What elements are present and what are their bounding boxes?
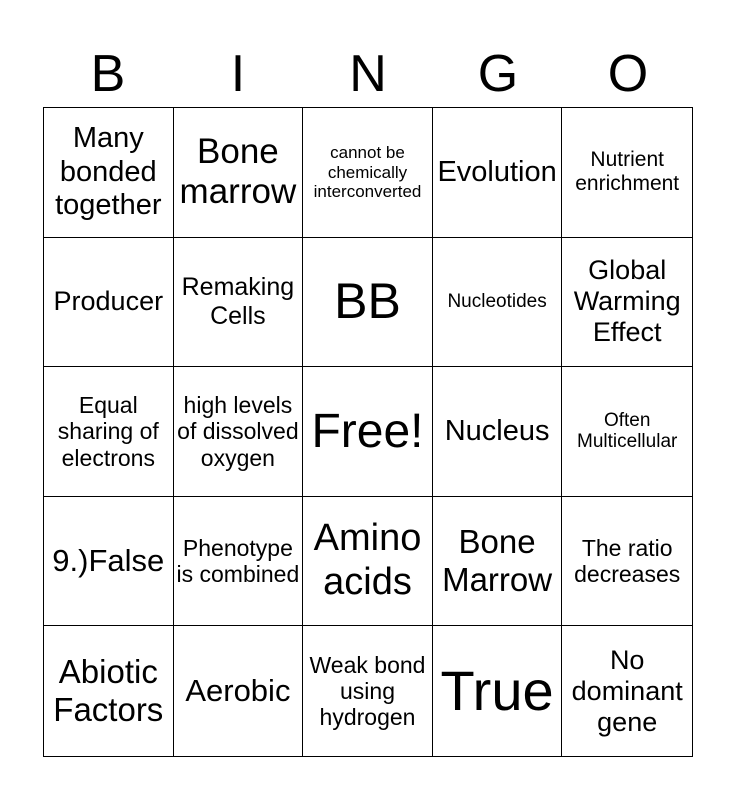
bingo-cell[interactable]	[562, 497, 692, 627]
bingo-cell[interactable]	[44, 626, 174, 756]
free-space-cell[interactable]	[303, 367, 433, 497]
bingo-cell[interactable]	[303, 238, 433, 368]
cell-text: Bone marrow	[179, 132, 297, 212]
cell-text: Many bonded together	[55, 122, 162, 221]
cell-text: True	[440, 659, 554, 722]
header-letter-g: G	[477, 45, 519, 103]
cell-text: Producer	[53, 286, 164, 317]
bingo-cell[interactable]	[433, 367, 563, 497]
cell-text: Weak bond using hydrogen	[309, 651, 426, 731]
header-letter-o: O	[607, 45, 649, 103]
bingo-cell[interactable]	[562, 238, 692, 368]
cell-text: cannot be chemically interconverted	[313, 142, 422, 202]
bingo-cell[interactable]	[44, 108, 174, 238]
cell-text: Nutrient enrichment	[575, 148, 680, 196]
header-letter-n: N	[349, 45, 387, 103]
cell-text: No dominant gene	[571, 644, 683, 737]
cell-text: Equal sharing of electrons	[57, 391, 159, 471]
cell-text: Evolution	[437, 155, 557, 188]
cell-text: Abiotic Factors	[53, 653, 164, 729]
free-space-text: Free!	[311, 404, 424, 458]
bingo-cell[interactable]	[174, 626, 304, 756]
bingo-cell[interactable]	[303, 108, 433, 238]
bingo-cell[interactable]	[433, 238, 563, 368]
bingo-cell[interactable]	[303, 626, 433, 756]
bingo-cell[interactable]	[433, 108, 563, 238]
cell-text: Often Multicellular	[577, 409, 678, 453]
bingo-cell[interactable]	[174, 497, 304, 627]
bingo-header	[43, 40, 693, 108]
bingo-cell[interactable]	[562, 108, 692, 238]
bingo-cell[interactable]	[44, 238, 174, 368]
bingo-cell[interactable]	[433, 497, 563, 627]
header-letter-i: I	[230, 45, 246, 103]
bingo-cell[interactable]	[174, 367, 304, 497]
cell-text: Global Warming Effect	[573, 255, 681, 348]
cell-text: Amino acids	[313, 517, 422, 604]
cell-text: BB	[334, 273, 401, 330]
cell-text: 9.)False	[52, 543, 165, 579]
cell-text: Aerobic	[185, 673, 291, 709]
bingo-grid	[43, 107, 693, 757]
cell-text: Nucleotides	[447, 290, 547, 312]
cell-text: Remaking Cells	[181, 273, 295, 330]
bingo-cell[interactable]	[174, 108, 304, 238]
cell-text: Bone Marrow	[442, 523, 553, 599]
cell-text: Nucleus	[444, 414, 550, 447]
cell-text: Phenotype is combined	[176, 534, 300, 588]
bingo-cell[interactable]	[303, 497, 433, 627]
bingo-cell[interactable]	[174, 238, 304, 368]
bingo-cell[interactable]	[562, 626, 692, 756]
cell-text: The ratio decreases	[574, 534, 681, 588]
bingo-cell[interactable]	[562, 367, 692, 497]
bingo-cell[interactable]	[44, 497, 174, 627]
header-letter-b: B	[90, 45, 126, 103]
bingo-cell[interactable]	[433, 626, 563, 756]
bingo-cell[interactable]	[44, 367, 174, 497]
cell-text: high levels of dissolved oxygen	[177, 391, 299, 471]
